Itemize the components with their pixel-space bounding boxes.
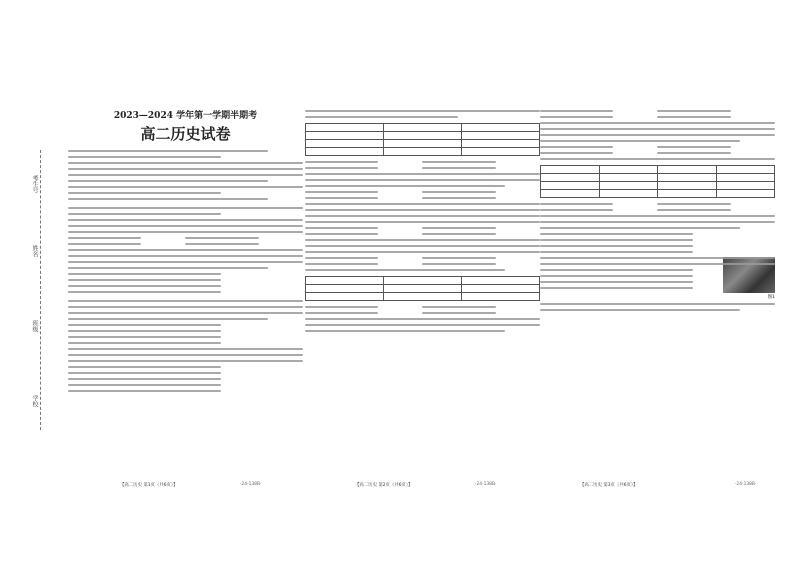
binding-label-class: 班级 [31, 320, 38, 332]
footer-code-2: ·24-138B· [475, 482, 497, 487]
text-line [68, 388, 303, 394]
footer-page-3: 【高二历史 第3页（共6页）】 [580, 483, 638, 488]
options [540, 108, 775, 120]
options [305, 255, 540, 267]
binding-label-name: 姓名 [31, 245, 38, 257]
exam-year-title: 2023—2024 学年第一学期半期考 [113, 111, 258, 121]
binding-label-student-id: 考生号 [31, 175, 38, 193]
options [540, 201, 775, 213]
footer-code-3: ·24-138B· [735, 482, 757, 487]
data-table [305, 123, 540, 156]
text-line [305, 267, 540, 273]
text-line [540, 156, 775, 162]
data-table [540, 165, 775, 198]
options [305, 189, 540, 201]
options [68, 235, 303, 247]
column-3 [540, 108, 775, 478]
options [305, 225, 540, 237]
binding-dashed-line [40, 150, 41, 430]
binding-label-school: 学校 [31, 395, 38, 407]
text-line [305, 114, 540, 120]
options [540, 144, 775, 156]
footer-code-1: ·24-138B· [240, 482, 262, 487]
text-line [305, 328, 540, 334]
options [305, 159, 540, 171]
exam-title: 高二历史试卷 [140, 125, 231, 143]
text-line [68, 196, 303, 202]
footer-page-1: 【高二历史 第1页（共6页）】 [120, 483, 178, 488]
text-line [68, 289, 303, 295]
data-table [305, 276, 540, 301]
text-line [540, 307, 775, 313]
photo-caption: 图1 [767, 295, 775, 300]
footer-page-2: 【高二历史 第2页（共6页）】 [355, 483, 413, 488]
column-1 [68, 108, 303, 478]
options [305, 304, 540, 316]
binding-margin [0, 0, 70, 561]
column-2 [305, 108, 540, 478]
text-line [540, 285, 775, 291]
